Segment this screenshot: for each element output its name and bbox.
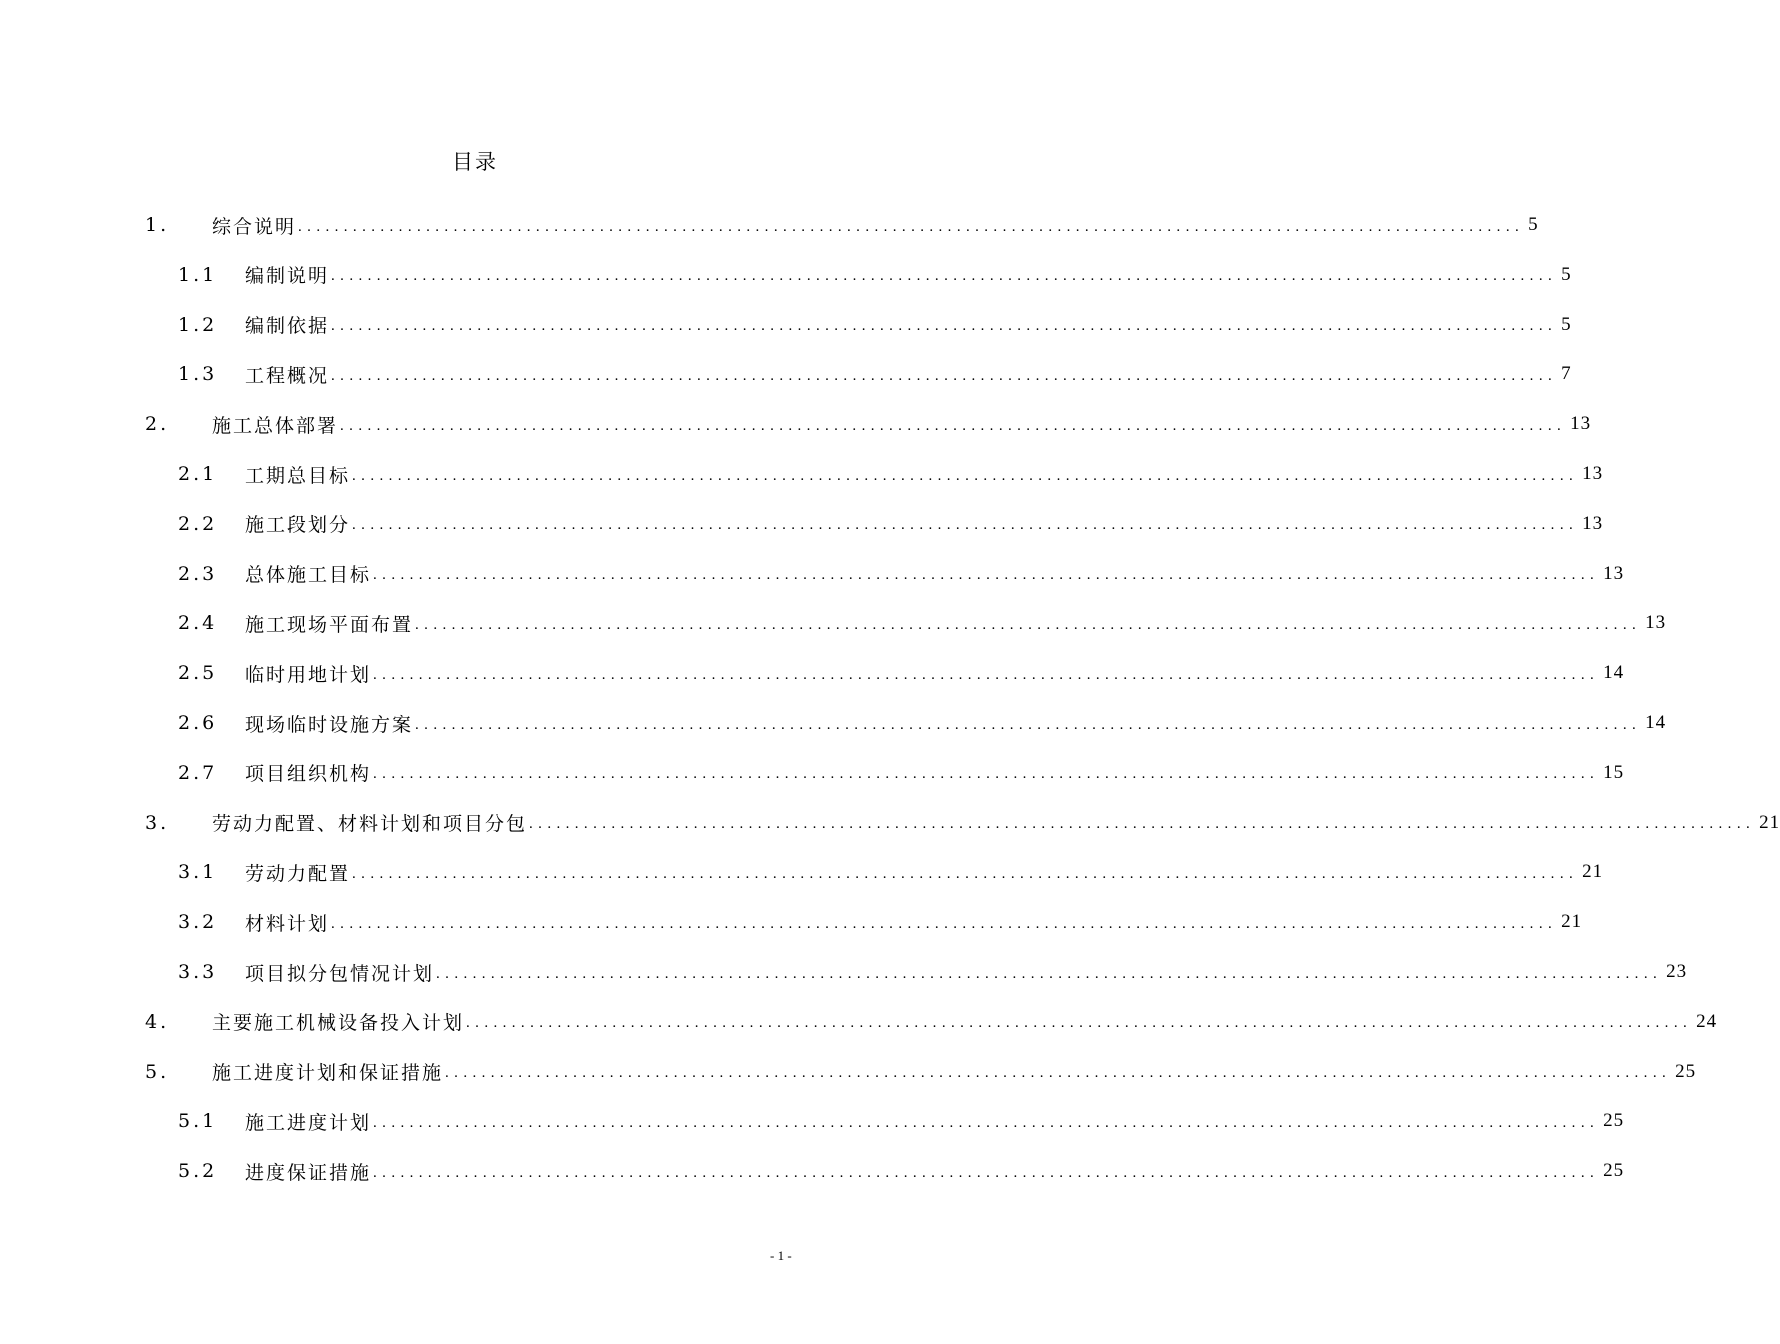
toc-entry-number: 2.3 [178, 562, 218, 585]
toc-dot-leader: ...................................................................................................................................... [331, 318, 1558, 335]
toc-dot-leader: ...................................................................................................................................... [436, 965, 1663, 982]
toc-entry-page: 21 [1759, 811, 1780, 833]
toc-entry-title: 临时用地计划 [245, 663, 372, 686]
toc-entry-page: 14 [1645, 712, 1667, 733]
toc-entry-title: 劳动力配置 [245, 862, 351, 885]
toc-entry-title: 编制说明 [245, 265, 330, 288]
toc-entry[interactable] [145, 798, 1780, 848]
toc-entry-number: 1.1 [178, 263, 218, 286]
toc-entry-title: 综合说明 [212, 215, 297, 238]
toc-entry[interactable] [145, 1047, 1697, 1097]
toc-entry-page: 21 [1561, 911, 1583, 933]
toc-entry-title: 现场临时设施方案 [245, 713, 414, 736]
toc-dot-leader: ...................................................................................................................................... [331, 915, 1558, 932]
toc-entry-number: 2. [145, 413, 170, 436]
toc-entry[interactable] [178, 648, 1625, 698]
page-number: - 1 - [770, 1248, 792, 1263]
toc-entry-page: 5 [1561, 313, 1572, 335]
toc-entry[interactable] [178, 250, 1572, 300]
toc-entry[interactable] [145, 997, 1718, 1047]
toc-entry-page: 13 [1582, 512, 1604, 534]
toc-entry-page: 5 [1528, 214, 1539, 235]
toc-entry-number: 2.4 [178, 612, 218, 635]
toc-entry-page: 5 [1561, 263, 1572, 285]
toc-entry-number: 2.2 [178, 512, 218, 535]
toc-entry-number: 2.7 [178, 761, 218, 784]
toc-entry-number: 5. [145, 1060, 170, 1083]
toc-entry[interactable] [178, 947, 1688, 997]
toc-entry[interactable] [145, 200, 1539, 250]
toc-entry[interactable] [178, 897, 1583, 947]
toc-dot-leader: ...................................................................................................................................... [352, 865, 1579, 882]
toc-dot-leader: ...................................................................................................................................... [415, 716, 1642, 733]
toc-entry-number: 1.3 [178, 363, 218, 386]
toc-entry-page: 25 [1675, 1060, 1697, 1082]
toc-dot-leader: ...................................................................................................................................... [373, 1114, 1600, 1131]
toc-entry[interactable] [178, 748, 1625, 798]
toc-entry-number: 1. [145, 214, 170, 236]
toc-entry-number: 3. [145, 811, 170, 834]
page-title: 目录 [452, 150, 498, 174]
toc-entry-page: 14 [1603, 662, 1625, 684]
toc-entry-title: 材料计划 [245, 912, 330, 935]
toc-entry[interactable] [178, 549, 1625, 599]
toc-entry-title: 项目拟分包情况计划 [245, 962, 435, 985]
toc-entry[interactable] [178, 847, 1604, 897]
toc-entry[interactable] [178, 698, 1667, 748]
toc-entry-number: 3.3 [178, 961, 218, 983]
toc-entry-page: 23 [1666, 961, 1688, 982]
toc-dot-leader: ...................................................................................................................................... [331, 268, 1558, 285]
toc-entry[interactable] [178, 499, 1604, 549]
toc-entry-page: 13 [1570, 413, 1592, 435]
toc-entry[interactable] [178, 300, 1572, 350]
toc-entry-title: 工期总目标 [245, 464, 351, 487]
toc-entry-page: 13 [1582, 463, 1604, 484]
toc-entry[interactable] [178, 1146, 1625, 1196]
toc-dot-leader: ...................................................................................................................................... [373, 1164, 1600, 1181]
toc-entry[interactable] [178, 598, 1667, 648]
toc-entry-title: 施工总体部署 [212, 414, 339, 437]
toc-entry-page: 7 [1561, 363, 1572, 385]
toc-entry-title: 施工进度计划和保证措施 [212, 1062, 444, 1085]
toc-entry-title: 进度保证措施 [245, 1161, 372, 1184]
toc-entry[interactable] [178, 1096, 1625, 1146]
toc-dot-leader: ...................................................................................................................................... [373, 567, 1600, 584]
toc-entry-title: 主要施工机械设备投入计划 [212, 1012, 465, 1035]
toc-dot-leader: ...................................................................................................................................... [373, 766, 1600, 783]
toc-entry-title: 工程概况 [245, 364, 330, 387]
toc-entry-page: 13 [1645, 612, 1667, 634]
toc-dot-leader: ...................................................................................................................................... [373, 666, 1600, 683]
toc-entry-number: 2.6 [178, 712, 218, 734]
toc-dot-leader: ...................................................................................................................................... [415, 616, 1642, 633]
toc-entry-title: 施工进度计划 [245, 1111, 372, 1134]
toc-entry-title: 施工段划分 [245, 514, 351, 537]
toc-entry-title: 总体施工目标 [245, 564, 372, 587]
toc-entry-title: 劳动力配置、材料计划和项目分包 [212, 813, 528, 836]
toc-entry-number: 3.1 [178, 861, 218, 884]
toc-entry-page: 25 [1603, 1110, 1625, 1132]
toc-entry-number: 5.2 [178, 1160, 218, 1183]
toc-entry-number: 5.1 [178, 1110, 218, 1133]
toc-dot-leader: ...................................................................................................................................... [352, 467, 1579, 484]
toc-dot-leader: ...................................................................................................................................... [298, 218, 1525, 235]
toc-entry-page: 24 [1696, 1010, 1718, 1032]
toc-dot-leader: ...................................................................................................................................... [352, 517, 1579, 534]
toc-entry-page: 15 [1603, 761, 1625, 783]
toc-dot-leader: ...................................................................................................................................... [331, 367, 1558, 384]
toc-dot-leader: ...................................................................................................................................... [445, 1065, 1672, 1082]
toc-entry-number: 4. [145, 1010, 170, 1033]
toc-dot-leader: ...................................................................................................................................... [529, 816, 1756, 833]
toc-entry-title: 项目组织机构 [245, 763, 372, 786]
toc-entry-number: 2.5 [178, 662, 218, 685]
toc-dot-leader: ...................................................................................................................................... [340, 417, 1567, 434]
toc-entry-title: 施工现场平面布置 [245, 613, 414, 636]
toc-entry-number: 2.1 [178, 463, 218, 485]
toc-entry-page: 13 [1603, 562, 1625, 584]
toc-dot-leader: ...................................................................................................................................... [466, 1015, 1693, 1032]
toc-entry-number: 1.2 [178, 313, 218, 336]
toc-entry[interactable] [178, 349, 1572, 399]
toc-entry-title: 编制依据 [245, 315, 330, 338]
toc-entry[interactable] [145, 399, 1592, 449]
toc-entry-page: 25 [1603, 1160, 1625, 1182]
toc-entry-number: 3.2 [178, 911, 218, 934]
toc-entry-page: 21 [1582, 861, 1604, 883]
toc-entry[interactable] [178, 449, 1604, 499]
